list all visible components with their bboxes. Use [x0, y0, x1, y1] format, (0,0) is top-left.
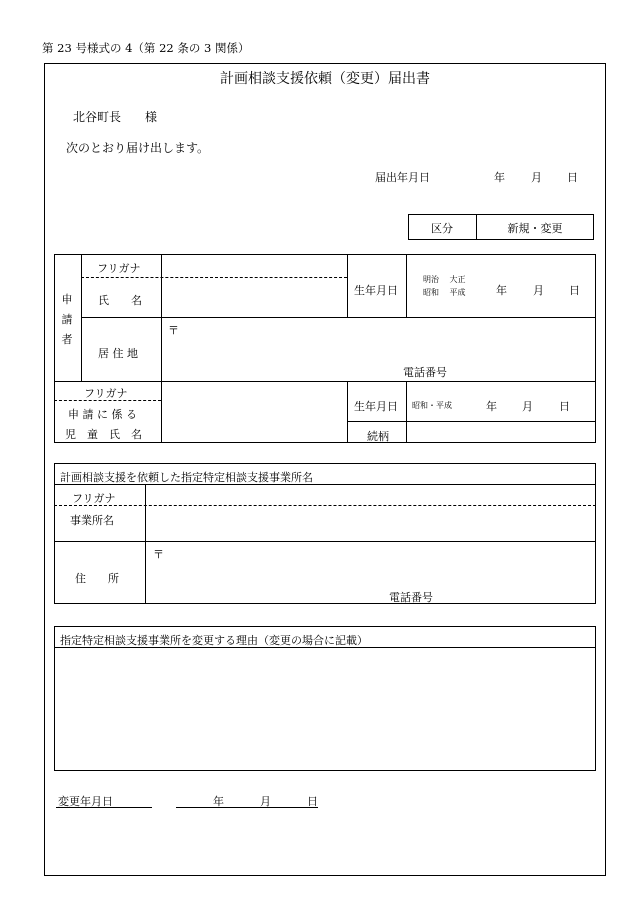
applicant-birth-day: 日: [569, 284, 580, 297]
child-furigana-label: フリガナ: [84, 387, 128, 400]
child-era: 昭和・平成: [412, 401, 452, 410]
reason-header: 指定特定相談支援事業所を変更する理由（変更の場合に記載）: [60, 634, 368, 647]
applicant-phone-label: 電話番号: [403, 366, 447, 379]
applicant-birth-month: 月: [533, 284, 544, 297]
category-label: 区分: [431, 222, 453, 235]
name-address-divider: [81, 317, 596, 318]
child-birthdate-label: 生年月日: [354, 400, 398, 413]
office-name-label: 事業所名: [70, 514, 114, 527]
child-name-label-line1: 申 請 に 係 る: [68, 408, 137, 421]
office-label-column-divider: [145, 484, 146, 604]
submission-month: 月: [531, 171, 542, 184]
applicant-postal-mark: 〒: [168, 324, 179, 337]
intro-text: 次のとおり届け出します。: [66, 141, 210, 155]
form-number: 第 23 号様式の 4（第 22 条の 3 関係）: [42, 41, 250, 55]
addressee: 北谷町長 様: [73, 110, 158, 124]
applicant-era-bottom: 昭和 平成: [423, 288, 466, 297]
birth-label-divider: [406, 254, 407, 317]
office-address-label: 住 所: [75, 572, 119, 585]
submission-date-label: 届出年月日: [375, 171, 430, 184]
change-date-label-underline: [56, 807, 152, 808]
child-birth-day: 日: [559, 400, 570, 413]
change-date-day: 日: [307, 795, 318, 808]
name-birth-divider: [347, 254, 348, 317]
applicant-era-top: 明治 大正: [423, 275, 466, 284]
child-birth-label-divider: [406, 381, 407, 443]
applicant-address-label: 居 住 地: [98, 347, 138, 360]
change-date-label: 変更年月日: [58, 795, 113, 808]
label-column-divider: [161, 254, 162, 443]
applicant-group-label: 申 請 者: [61, 293, 73, 346]
submission-day: 日: [567, 171, 578, 184]
child-birth-relation-divider: [347, 421, 596, 422]
applicant-birth-year: 年: [496, 284, 507, 297]
office-phone-label: 電話番号: [389, 591, 433, 604]
office-furigana-label: フリガナ: [72, 492, 116, 505]
applicant-furigana-label: フリガナ: [97, 262, 141, 275]
office-name-address-divider: [54, 541, 596, 542]
submission-year: 年: [494, 171, 505, 184]
child-birth-year: 年: [486, 400, 497, 413]
child-name-label-line2: 児 童 氏 名: [65, 428, 142, 441]
child-relation-label: 続柄: [367, 430, 389, 443]
furigana-dashed-line: [81, 277, 347, 278]
applicant-birthdate-label: 生年月日: [354, 284, 398, 297]
office-furigana-dashed-line: [54, 505, 596, 506]
applicant-name-label: 氏 名: [98, 294, 142, 307]
child-birth-month: 月: [522, 400, 533, 413]
change-date-value-underline: [176, 807, 318, 808]
office-header: 計画相談支援を依頼した指定特定相談支援事業所名: [60, 471, 313, 484]
office-postal-mark: 〒: [153, 548, 164, 561]
category-value: 新規・変更: [507, 222, 563, 235]
change-date-year: 年: [213, 795, 224, 808]
applicant-child-divider: [54, 381, 596, 382]
child-name-birth-divider: [347, 381, 348, 443]
form-title: 計画相談支援依頼（変更）届出書: [220, 71, 430, 87]
change-date-month: 月: [260, 795, 271, 808]
